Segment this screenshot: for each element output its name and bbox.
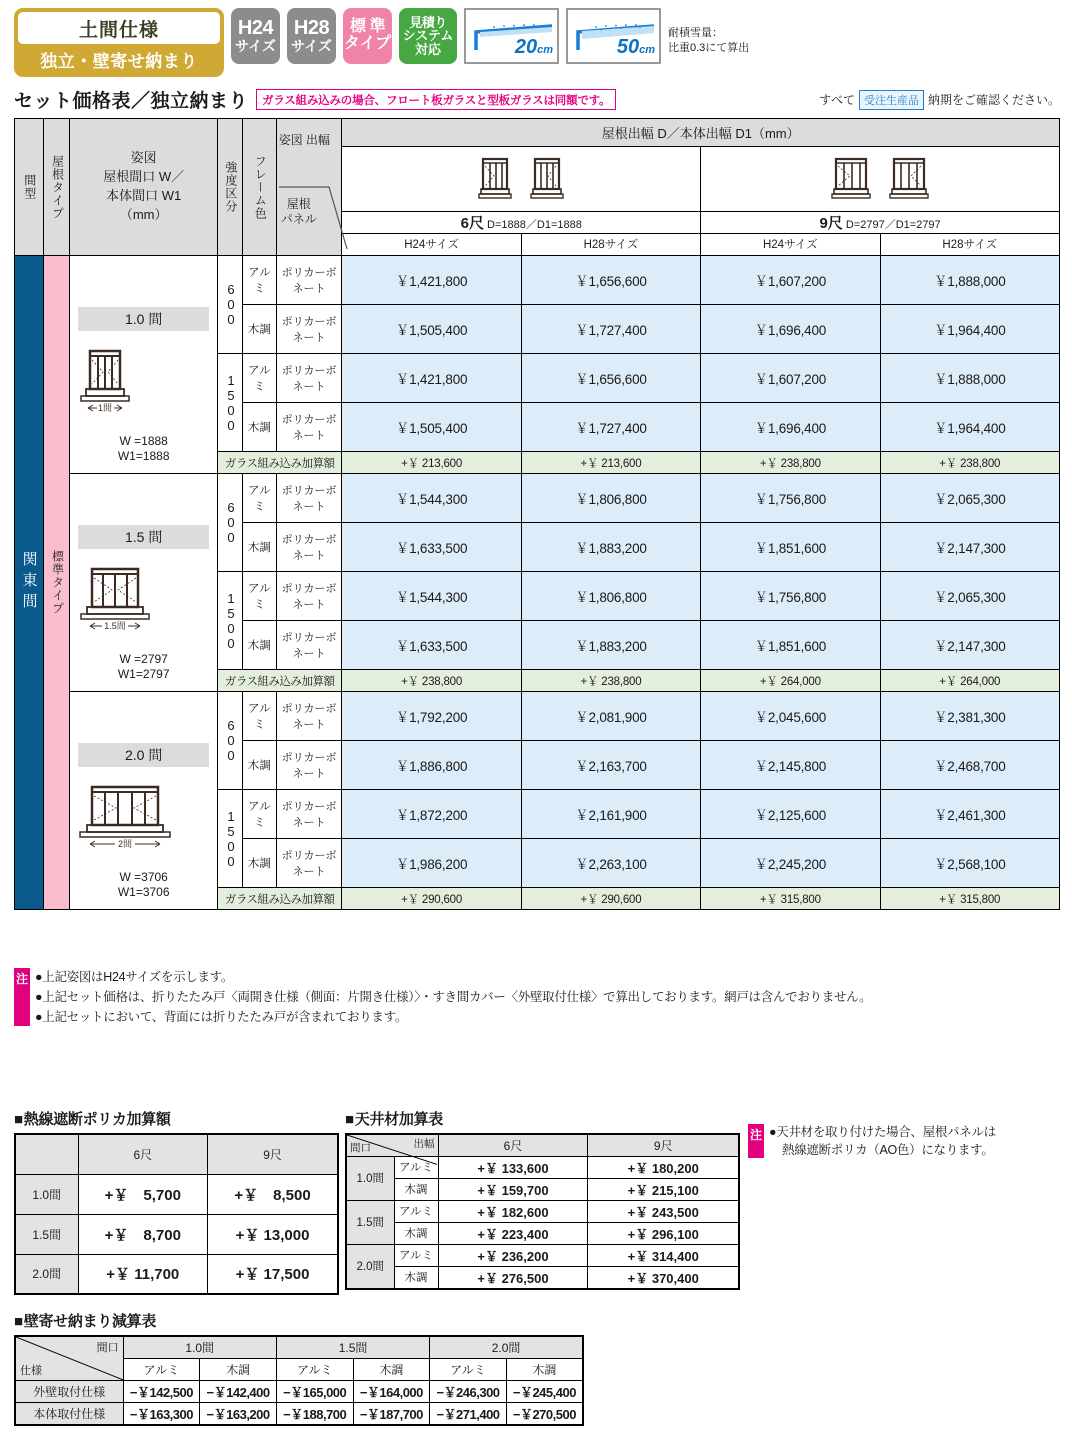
badge-h24-line2: サイズ (235, 38, 276, 55)
tenjo-frame: 木調 (394, 1178, 438, 1200)
th-sugata-dem: 姿図 出幅 (278, 133, 331, 147)
cell-price: ￥2,468,700 (880, 741, 1059, 790)
tenjo-value: +￥ 296,100 (588, 1222, 739, 1244)
sugata-drawing-3 (70, 781, 217, 855)
spec-badge-top: 土間仕様 (18, 12, 220, 44)
sugata-dimensions-2 (70, 652, 217, 687)
cell-strength-1500-b3: 1500 (218, 790, 243, 888)
badge-estimate-line1: 見積り (409, 14, 447, 30)
table-row (15, 1254, 338, 1294)
header-badge-bar (14, 8, 749, 77)
tenjo-value: +￥ 182,600 (438, 1200, 588, 1222)
table-header-row (15, 1336, 583, 1358)
terrace-elevation-icon-6shaku-b (530, 156, 564, 202)
cell-sugata-block-1 (70, 256, 218, 474)
kabe-value: −￥246,300 (430, 1380, 507, 1402)
cell-frame-alumi: アルミ (242, 692, 276, 741)
spec-badge (14, 8, 224, 77)
cell-price: ￥2,163,700 (521, 741, 700, 790)
cell-price: ￥1,505,400 (342, 305, 521, 354)
tenjo-value: +￥ 276,500 (438, 1266, 588, 1289)
madori-label: 関東間 (20, 551, 38, 614)
cell-price: ￥2,045,600 (701, 692, 880, 741)
th-9shaku-h28: H28サイズ (880, 233, 1059, 255)
cell-price: ￥1,806,800 (521, 474, 700, 523)
cell-glass-add: +￥ 238,800 (701, 452, 880, 474)
th-sugata-width (70, 119, 218, 256)
kabe-value: −￥245,400 (506, 1380, 583, 1402)
cell-price: ￥2,161,900 (521, 790, 700, 839)
th-9shaku-label (701, 211, 1060, 233)
tenjo-frame: 木調 (394, 1222, 438, 1244)
badge-h28-line1: H28 (293, 17, 330, 40)
sugata-dim-label-1: 1間 (98, 403, 113, 413)
kabe-head-shiyou: 仕様 (20, 1364, 42, 1377)
glass-add-label: ガラス組み込み加算額 (218, 670, 342, 692)
cell-panel: ポリカーボネート (276, 305, 342, 354)
th-sugata-dem-panel (276, 119, 342, 256)
terrace-elevation-drawing-1ken (70, 345, 140, 419)
th-sugata-line1: 姿図 (130, 150, 157, 166)
kabe-frame: アルミ (430, 1358, 507, 1380)
cell-frame-mokucho: 木調 (242, 403, 276, 452)
polyca-row-label: 2.0間 (15, 1254, 78, 1294)
cell-panel: ポリカーボネート (276, 621, 342, 670)
cell-strength-1500-b1: 1500 (218, 354, 243, 452)
sugata-title-1: 1.0 間 (78, 307, 209, 331)
th-icon-6shaku (342, 147, 701, 211)
set-price-table (14, 118, 1060, 910)
cell-glass-add: +￥ 315,800 (701, 888, 880, 910)
sugata-w-3: W =3706 (119, 869, 168, 884)
badge-standard-type (343, 8, 392, 64)
cell-glass-add: +￥ 315,800 (880, 888, 1059, 910)
cell-panel: ポリカーボネート (276, 354, 342, 403)
sugata-w1-3: W1=3706 (117, 885, 170, 900)
cell-madori-kanto (15, 256, 44, 910)
th-9shaku-h24: H24サイズ (701, 233, 880, 255)
terrace-elevation-icon-9shaku-b (889, 156, 929, 202)
kabe-frame: アルミ (123, 1358, 200, 1380)
cell-price: ￥2,461,300 (880, 790, 1059, 839)
badge-h28-line2: サイズ (291, 38, 332, 55)
cell-panel: ポリカーボネート (276, 474, 342, 523)
th-6shaku-h24: H24サイズ (342, 233, 521, 255)
polyca-col-6shaku: 6尺 (78, 1134, 208, 1174)
cell-glass-add: +￥ 238,800 (880, 452, 1059, 474)
sugata-w1-2: W1=2797 (117, 667, 170, 682)
kabe-value: −￥142,500 (123, 1380, 200, 1402)
cell-price: ￥2,381,300 (880, 692, 1059, 741)
cell-glass-add: +￥ 213,600 (342, 452, 521, 474)
badge-h24-line1: H24 (237, 17, 274, 40)
tenjo-frame: 木調 (394, 1266, 438, 1289)
sugata-w1-1: W1=1888 (117, 449, 170, 464)
tenjo-frame: アルミ (394, 1200, 438, 1222)
sugata-w-1: W =1888 (119, 433, 168, 448)
page-title: セット価格表／独立納まり (14, 91, 249, 112)
snow-50-label: 50cm (616, 36, 655, 58)
cell-price: ￥1,656,600 (521, 354, 700, 403)
sugata-title-2: 1.5 間 (78, 525, 209, 549)
cell-price: ￥1,544,300 (342, 572, 521, 621)
kabe-title: ■ 壁寄せ納まり減算表 (14, 1310, 584, 1331)
note-tag-badge: 注 (14, 968, 30, 1026)
snow-note-line2: 比重0.3にて算出 (668, 41, 750, 54)
tenjo-value: +￥ 370,400 (588, 1266, 739, 1289)
table-row (346, 1222, 739, 1244)
th-strength-class: 強度区分 (218, 119, 243, 256)
cell-price: ￥1,756,800 (701, 572, 880, 621)
kabe-frame: 木調 (200, 1358, 277, 1380)
tenjo-row-label: 1.5間 (346, 1200, 394, 1244)
order-note-prefix: すべて (819, 93, 855, 107)
terrace-elevation-drawing-15ken (70, 563, 160, 637)
cell-panel: ポリカーボネート (276, 523, 342, 572)
polyca-value: +￥ 11,700 (78, 1254, 208, 1294)
polyca-value: +￥ 8,700 (78, 1214, 208, 1254)
cell-price: ￥1,656,600 (521, 256, 700, 305)
cell-price: ￥2,245,200 (701, 839, 880, 888)
cell-price: ￥1,792,200 (342, 692, 521, 741)
kabe-row-label: 外壁取付仕様 (15, 1380, 123, 1402)
cell-price: ￥2,125,600 (701, 790, 880, 839)
cell-price: ￥2,145,800 (701, 741, 880, 790)
polyca-value: +￥ 13,000 (208, 1214, 338, 1254)
kabe-value: −￥164,000 (353, 1380, 430, 1402)
cell-frame-alumi: アルミ (242, 572, 276, 621)
note-line-2: ●上記セット価格は、折りたたみ戸〈両開き仕様（側面：片開き仕様）〉・すき間カバー〈外壁取付仕様〉で算出しております。網戸は含んでおりません。 (35, 989, 872, 1004)
polyca-title: ■ 熱線遮断ポリカ加算額 (14, 1108, 339, 1129)
kabe-value: −￥165,000 (276, 1380, 353, 1402)
cell-strength-1500-b2: 1500 (218, 572, 243, 670)
tenjo-note-block (748, 1124, 996, 1159)
table-row (346, 1244, 739, 1266)
spec-badge-bottom: 独立・壁寄せ納まり (40, 52, 198, 71)
th-frame-color: フレーム色 (242, 119, 276, 256)
table-row (15, 692, 1060, 741)
cell-frame-alumi: アルミ (242, 790, 276, 839)
table-row (346, 1266, 739, 1289)
cell-price: ￥1,421,800 (342, 256, 521, 305)
cell-sugata-block-2 (70, 474, 218, 692)
th-roof-panel-line1: 屋根 (286, 197, 311, 211)
sugata-dim-label-3: 2間 (118, 839, 133, 849)
tenjo-note-line2: 熱線遮断ポリカ（AO色）になります。 (782, 1142, 994, 1157)
cell-price: ￥1,886,800 (342, 741, 521, 790)
cell-price: ￥1,756,800 (701, 474, 880, 523)
tenjo-row-label: 2.0間 (346, 1244, 394, 1289)
cell-panel: ポリカーボネート (276, 839, 342, 888)
kabe-value: −￥142,400 (200, 1380, 277, 1402)
cell-glass-add: +￥ 264,000 (701, 670, 880, 692)
tenjo-head-maguchi: 間口 (350, 1141, 371, 1154)
diagonal-divider-icon (277, 119, 349, 255)
snow-20-label: 20cm (514, 36, 553, 58)
cell-panel: ポリカーボネート (276, 790, 342, 839)
th-6shaku-big: 6尺 (460, 214, 484, 232)
cell-panel: ポリカーボネート (276, 692, 342, 741)
cell-price: ￥1,727,400 (521, 403, 700, 452)
table-row (15, 474, 1060, 523)
kabe-value: −￥271,400 (430, 1402, 507, 1425)
cell-price: ￥1,888,000 (880, 354, 1059, 403)
sugata-drawing-2 (70, 563, 217, 637)
glass-equal-price-note: ガラス組み込みの場合、フロート板ガラスと型板ガラスは同額です。 (256, 89, 616, 110)
snow-load-20cm-icon (464, 8, 559, 64)
cell-price: ￥1,696,400 (701, 403, 880, 452)
sugata-w-2: W =2797 (119, 651, 168, 666)
polyca-value: +￥ 5,700 (78, 1174, 208, 1214)
cell-glass-add: +￥ 290,600 (521, 888, 700, 910)
cell-price: ￥1,633,500 (342, 621, 521, 670)
kabe-value: −￥163,200 (200, 1402, 277, 1425)
polyca-corner-cell (15, 1134, 78, 1174)
kabe-table (14, 1335, 584, 1426)
cell-price: ￥2,568,100 (880, 839, 1059, 888)
cell-price: ￥1,696,400 (701, 305, 880, 354)
tenjo-value: +￥ 215,100 (588, 1178, 739, 1200)
glass-add-label: ガラス組み込み加算額 (218, 888, 342, 910)
th-roof-type: 屋根タイプ (43, 119, 70, 256)
cell-glass-add: +￥ 290,600 (342, 888, 521, 910)
table-header-row (346, 1134, 739, 1156)
cell-glass-add: +￥ 238,800 (521, 670, 700, 692)
polyca-row-label: 1.5間 (15, 1214, 78, 1254)
cell-glass-add: +￥ 213,600 (521, 452, 700, 474)
order-note-suffix: 納期をご確認ください。 (927, 93, 1060, 107)
sugata-dimensions-3 (70, 870, 217, 905)
cell-price: ￥1,607,200 (701, 354, 880, 403)
tenjo-note-text (769, 1124, 996, 1159)
table-row (346, 1200, 739, 1222)
cell-price: ￥1,851,600 (701, 621, 880, 670)
th-6shaku-detail: D=1888／D1=1888 (487, 218, 582, 231)
cell-panel: ポリカーボネート (276, 741, 342, 790)
tenjo-row-label: 1.0間 (346, 1156, 394, 1200)
tenjo-frame: アルミ (394, 1156, 438, 1178)
cell-strength-600-b2: 600 (218, 474, 243, 572)
note-line-1: ●上記姿図はH24サイズを示します。 (35, 970, 234, 984)
cell-price: ￥1,544,300 (342, 474, 521, 523)
cell-price: ￥1,607,200 (701, 256, 880, 305)
tenjo-value: +￥ 236,200 (438, 1244, 588, 1266)
snow-load-50cm-icon (566, 8, 661, 64)
tenjo-col-6shaku: 6尺 (438, 1134, 588, 1156)
sugata-title-3: 2.0 間 (78, 743, 209, 767)
badge-estimate-line2: システム (402, 28, 454, 44)
roof-type-label: 標準タイプ (50, 550, 65, 615)
cell-sugata-block-3 (70, 692, 218, 910)
table-row (15, 1402, 583, 1425)
polyca-col-9shaku: 9尺 (208, 1134, 338, 1174)
sugata-drawing-1 (70, 345, 217, 419)
kabe-group-2: 1.5間 (276, 1336, 429, 1358)
cell-frame-alumi: アルミ (242, 354, 276, 403)
tenjo-value: +￥ 314,400 (588, 1244, 739, 1266)
badge-h24-size (231, 8, 280, 64)
sugata-dim-label-2: 1.5間 (104, 621, 127, 631)
main-notes-block (14, 968, 1060, 1027)
th-sugata-line4: （mm） (119, 206, 168, 222)
polyca-section (14, 1108, 339, 1295)
cell-frame-mokucho: 木調 (242, 741, 276, 790)
th-6shaku-h28: H28サイズ (521, 233, 700, 255)
kabe-value: −￥187,700 (353, 1402, 430, 1425)
kabe-value: −￥270,500 (506, 1402, 583, 1425)
tenjo-note-tag: 注 (748, 1124, 764, 1158)
sugata-dimensions-1 (70, 434, 217, 469)
cell-price: ￥1,964,400 (880, 403, 1059, 452)
note-line-3: ●上記セットにおいて、背面には折りたたみ戸が含まれております。 (35, 1009, 408, 1024)
tenjo-frame: アルミ (394, 1244, 438, 1266)
cell-price: ￥1,505,400 (342, 403, 521, 452)
kabe-head-maguchi: 間口 (96, 1342, 119, 1354)
th-sugata-line3: 本体間口 W1 (106, 188, 182, 203)
cell-price: ￥2,263,100 (521, 839, 700, 888)
kabe-group-3: 2.0間 (430, 1336, 583, 1358)
th-roof-panel-line2: パネル (280, 212, 317, 226)
cell-price: ￥1,727,400 (521, 305, 700, 354)
polyca-table (14, 1133, 339, 1295)
badge-estimate-line3: 対応 (414, 41, 441, 57)
tenjo-value: +￥ 223,400 (438, 1222, 588, 1244)
table-row (346, 1178, 739, 1200)
cell-price: ￥2,065,300 (880, 474, 1059, 523)
tenjo-col-9shaku: 9尺 (588, 1134, 739, 1156)
tenjo-title: ■ 天井材加算表 (345, 1108, 740, 1129)
th-madori-type: 間型 (15, 119, 44, 256)
table-row (15, 256, 1060, 305)
kabe-row-label: 本体取付仕様 (15, 1402, 123, 1425)
tenjo-corner-cell (346, 1134, 438, 1156)
tenjo-head-dem: 出幅 (413, 1138, 435, 1150)
polyca-value: +￥ 17,500 (208, 1254, 338, 1294)
cell-frame-mokucho: 木調 (242, 305, 276, 354)
cell-price: ￥1,872,200 (342, 790, 521, 839)
cell-price: ￥1,806,800 (521, 572, 700, 621)
tenjo-table (345, 1133, 740, 1290)
cell-frame-alumi: アルミ (242, 256, 276, 305)
cell-frame-mokucho: 木調 (242, 839, 276, 888)
tenjo-section (345, 1108, 740, 1290)
tenjo-value: +￥ 180,200 (588, 1156, 739, 1178)
badge-estimate-system (399, 8, 457, 64)
badge-h28-size (287, 8, 336, 64)
th-dem-span: 屋根出幅 D／本体出幅 D1（mm） (342, 119, 1060, 147)
price-table-title-row (14, 86, 1060, 113)
kabe-corner-cell (15, 1336, 123, 1380)
table-header-row (15, 1134, 338, 1174)
cell-price: ￥2,147,300 (880, 523, 1059, 572)
tenjo-value: +￥ 243,500 (588, 1200, 739, 1222)
th-9shaku-detail: D=2797／D1=2797 (845, 218, 941, 231)
table-row (15, 1174, 338, 1214)
cell-panel: ポリカーボネート (276, 403, 342, 452)
glass-add-label: ガラス組み込み加算額 (218, 452, 342, 474)
cell-price: ￥1,421,800 (342, 354, 521, 403)
snow-load-note (668, 8, 749, 56)
table-row (15, 1214, 338, 1254)
th-sugata-line2: 屋根間口 W／ (103, 169, 185, 185)
polyca-value: +￥ 8,500 (208, 1174, 338, 1214)
tenjo-value: +￥ 133,600 (438, 1156, 588, 1178)
cell-frame-alumi: アルミ (242, 474, 276, 523)
kabe-group-1: 1.0間 (123, 1336, 276, 1358)
tenjo-note-line1: ●天井材を取り付けた場合、屋根パネルは (769, 1125, 996, 1139)
badge-standard-line1: 標 準 (350, 18, 385, 36)
cell-price: ￥1,633,500 (342, 523, 521, 572)
terrace-elevation-icon-6shaku-a (478, 156, 512, 202)
cell-price: ￥1,964,400 (880, 305, 1059, 354)
cell-glass-add: +￥ 238,800 (342, 670, 521, 692)
table-row (15, 1380, 583, 1402)
cell-price: ￥1,986,200 (342, 839, 521, 888)
cell-price: ￥1,888,000 (880, 256, 1059, 305)
cell-frame-mokucho: 木調 (242, 621, 276, 670)
cell-strength-600-b1: 600 (218, 256, 243, 354)
cell-price: ￥2,147,300 (880, 621, 1059, 670)
badge-standard-line2: タイプ (343, 35, 392, 52)
order-tag-badge: 受注生産品 (859, 90, 924, 110)
th-6shaku-label (342, 211, 701, 233)
kabe-value: −￥163,300 (123, 1402, 200, 1425)
cell-price: ￥1,851,600 (701, 523, 880, 572)
kabe-frame: アルミ (276, 1358, 353, 1380)
made-to-order-note (819, 90, 1060, 110)
kabe-frame: 木調 (353, 1358, 430, 1380)
cell-frame-mokucho: 木調 (242, 523, 276, 572)
cell-price: ￥2,065,300 (880, 572, 1059, 621)
kabe-frame: 木調 (506, 1358, 583, 1380)
th-icon-9shaku (701, 147, 1060, 211)
kabe-value: −￥188,700 (276, 1402, 353, 1425)
cell-price: ￥1,883,200 (521, 523, 700, 572)
cell-price: ￥1,883,200 (521, 621, 700, 670)
kabe-section (14, 1310, 584, 1426)
cell-strength-600-b3: 600 (218, 692, 243, 790)
snow-note-line1: 耐積雪量： (668, 27, 723, 39)
cell-glass-add: +￥ 264,000 (880, 670, 1059, 692)
cell-panel: ポリカーボネート (276, 572, 342, 621)
note-lines (35, 968, 871, 1027)
polyca-row-label: 1.0間 (15, 1174, 78, 1214)
tenjo-value: +￥ 159,700 (438, 1178, 588, 1200)
cell-price: ￥2,081,900 (521, 692, 700, 741)
table-header-row-1 (15, 119, 1060, 147)
terrace-elevation-icon-9shaku-a (831, 156, 871, 202)
th-9shaku-big: 9尺 (819, 214, 843, 232)
terrace-elevation-drawing-2ken (70, 781, 180, 855)
cell-panel: ポリカーボネート (276, 256, 342, 305)
cell-roof-standard-type (43, 256, 70, 910)
